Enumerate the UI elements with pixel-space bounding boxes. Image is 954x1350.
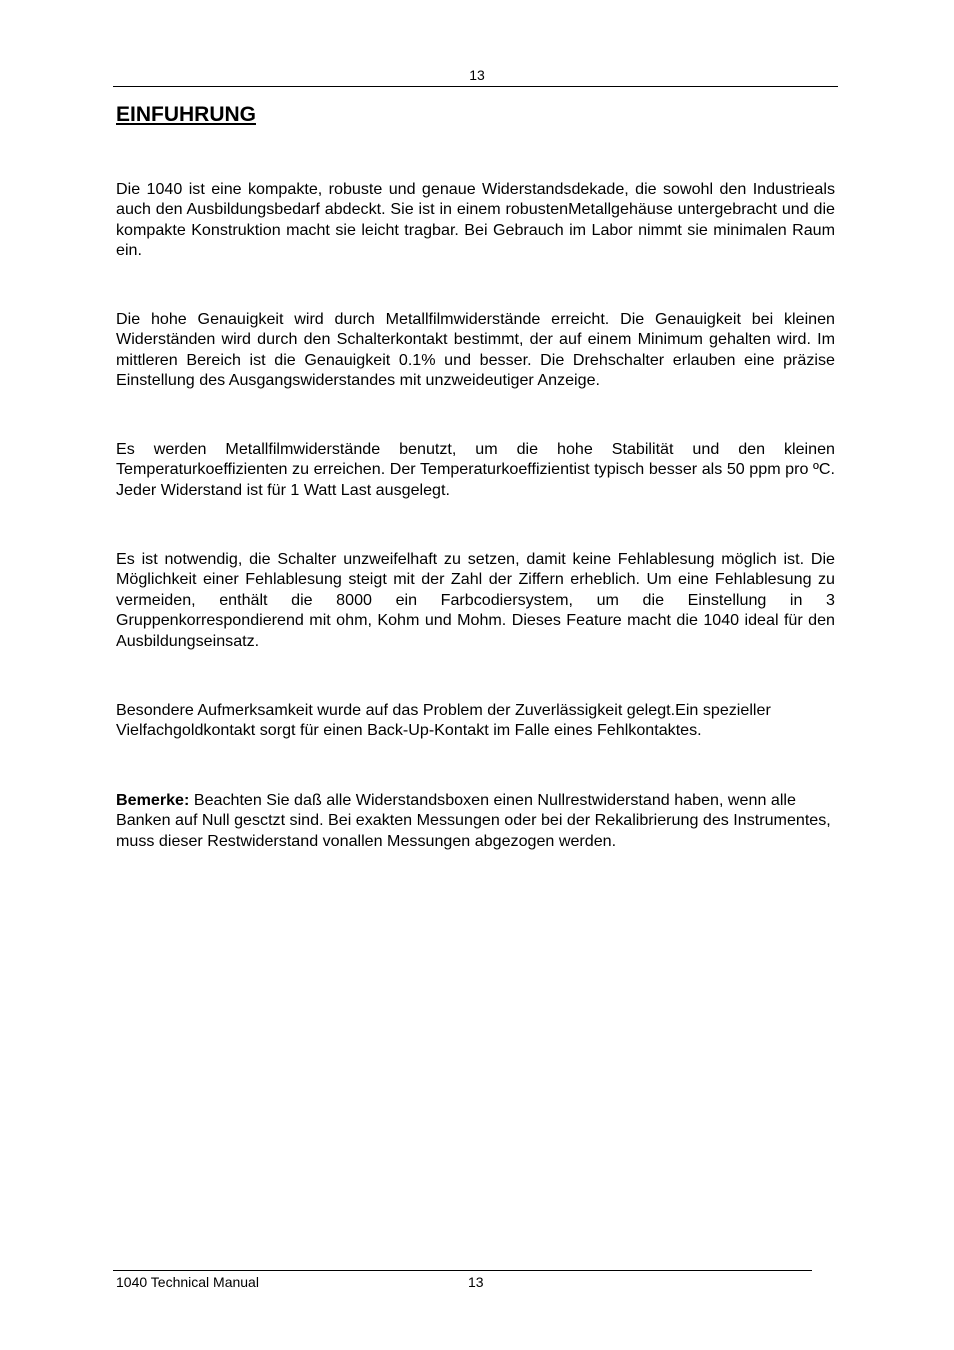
paragraph-stability: Es werden Metallfilmwiderstände benutzt, um die hohe Stabilität und den kleinen Temperaturkoeffizienten zu erreichen. Der Temperaturkoeffizientist typisch besser als 50 ppm pro ºC. Jeder Widerstand ist für 1 Watt Last ausgelegt. — [116, 440, 835, 499]
footer-page-number: 13 — [468, 1274, 484, 1290]
header-divider — [113, 86, 838, 87]
page-title: EINFUHRUNG — [116, 103, 256, 126]
note-paragraph — [116, 790, 835, 851]
note-text: Beachten Sie daß alle Widerstandsboxen einen Nullrestwiderstand haben, wenn alle Banken auf Null gesctzt sind. Bei exakten Messungen oder bei der Rekalibrierung des Instrumentes, muss dieser Restwiderstand vonallen Messungen abgezogen werden. — [116, 791, 831, 850]
paragraph-accuracy: Die hohe Genauigkeit wird durch Metallfilmwiderstände erreicht. Die Genauigkeit bei kleinen Widerständen wird durch den Schalterkontakt bestimmt, der auf einem Minimum gehalten wird. Im mittleren Bereich ist die Genauigkeit 0.1% und besser. Die Drehschalter erlauben eine präzise Einstellung des Ausgangswiderstandes mit unzweideutiger Anzeige. — [116, 310, 835, 390]
footer-manual-title: 1040 Technical Manual — [116, 1274, 259, 1290]
header-page-number: 13 — [469, 67, 485, 83]
paragraph-introduction: Die 1040 ist eine kompakte, robuste und genaue Widerstandsdekade, die sowohl den Industrieals auch den Ausbildungsbedarf abdeckt. Sie ist in einem robustenMetallgehäuse untergebracht und die kompakte Konstruktion macht sie leicht tragbar. Bei Gebrauch im Labor nimmt sie minimalen Raum ein. — [116, 180, 835, 260]
paragraph-color-coding: Es ist notwendig, die Schalter unzweifelhaft zu setzen, damit keine Fehlablesung möglich ist. Die Möglichkeit einer Fehlablesung steigt mit der Zahl der Ziffern erheblich. Um eine Fehlablesung zu vermeiden, enthält die 8000 ein Farbcodiersystem, um die Einstellung in 3 Gruppenkorrespondierend mit ohm, Kohm und Mohm. Dieses Feature macht die 1040 ideal für den Ausbildungseinsatz. — [116, 550, 835, 650]
paragraph-reliability: Besondere Aufmerksamkeit wurde auf das Problem der Zuverlässigkeit gelegt.Ein spezieller Vielfachgoldkontakt sorgt für einen Back-Up-Kontakt im Falle eines Fehlkontaktes. — [116, 701, 771, 740]
footer-divider — [113, 1270, 812, 1271]
note-label: Bemerke: — [116, 791, 190, 809]
